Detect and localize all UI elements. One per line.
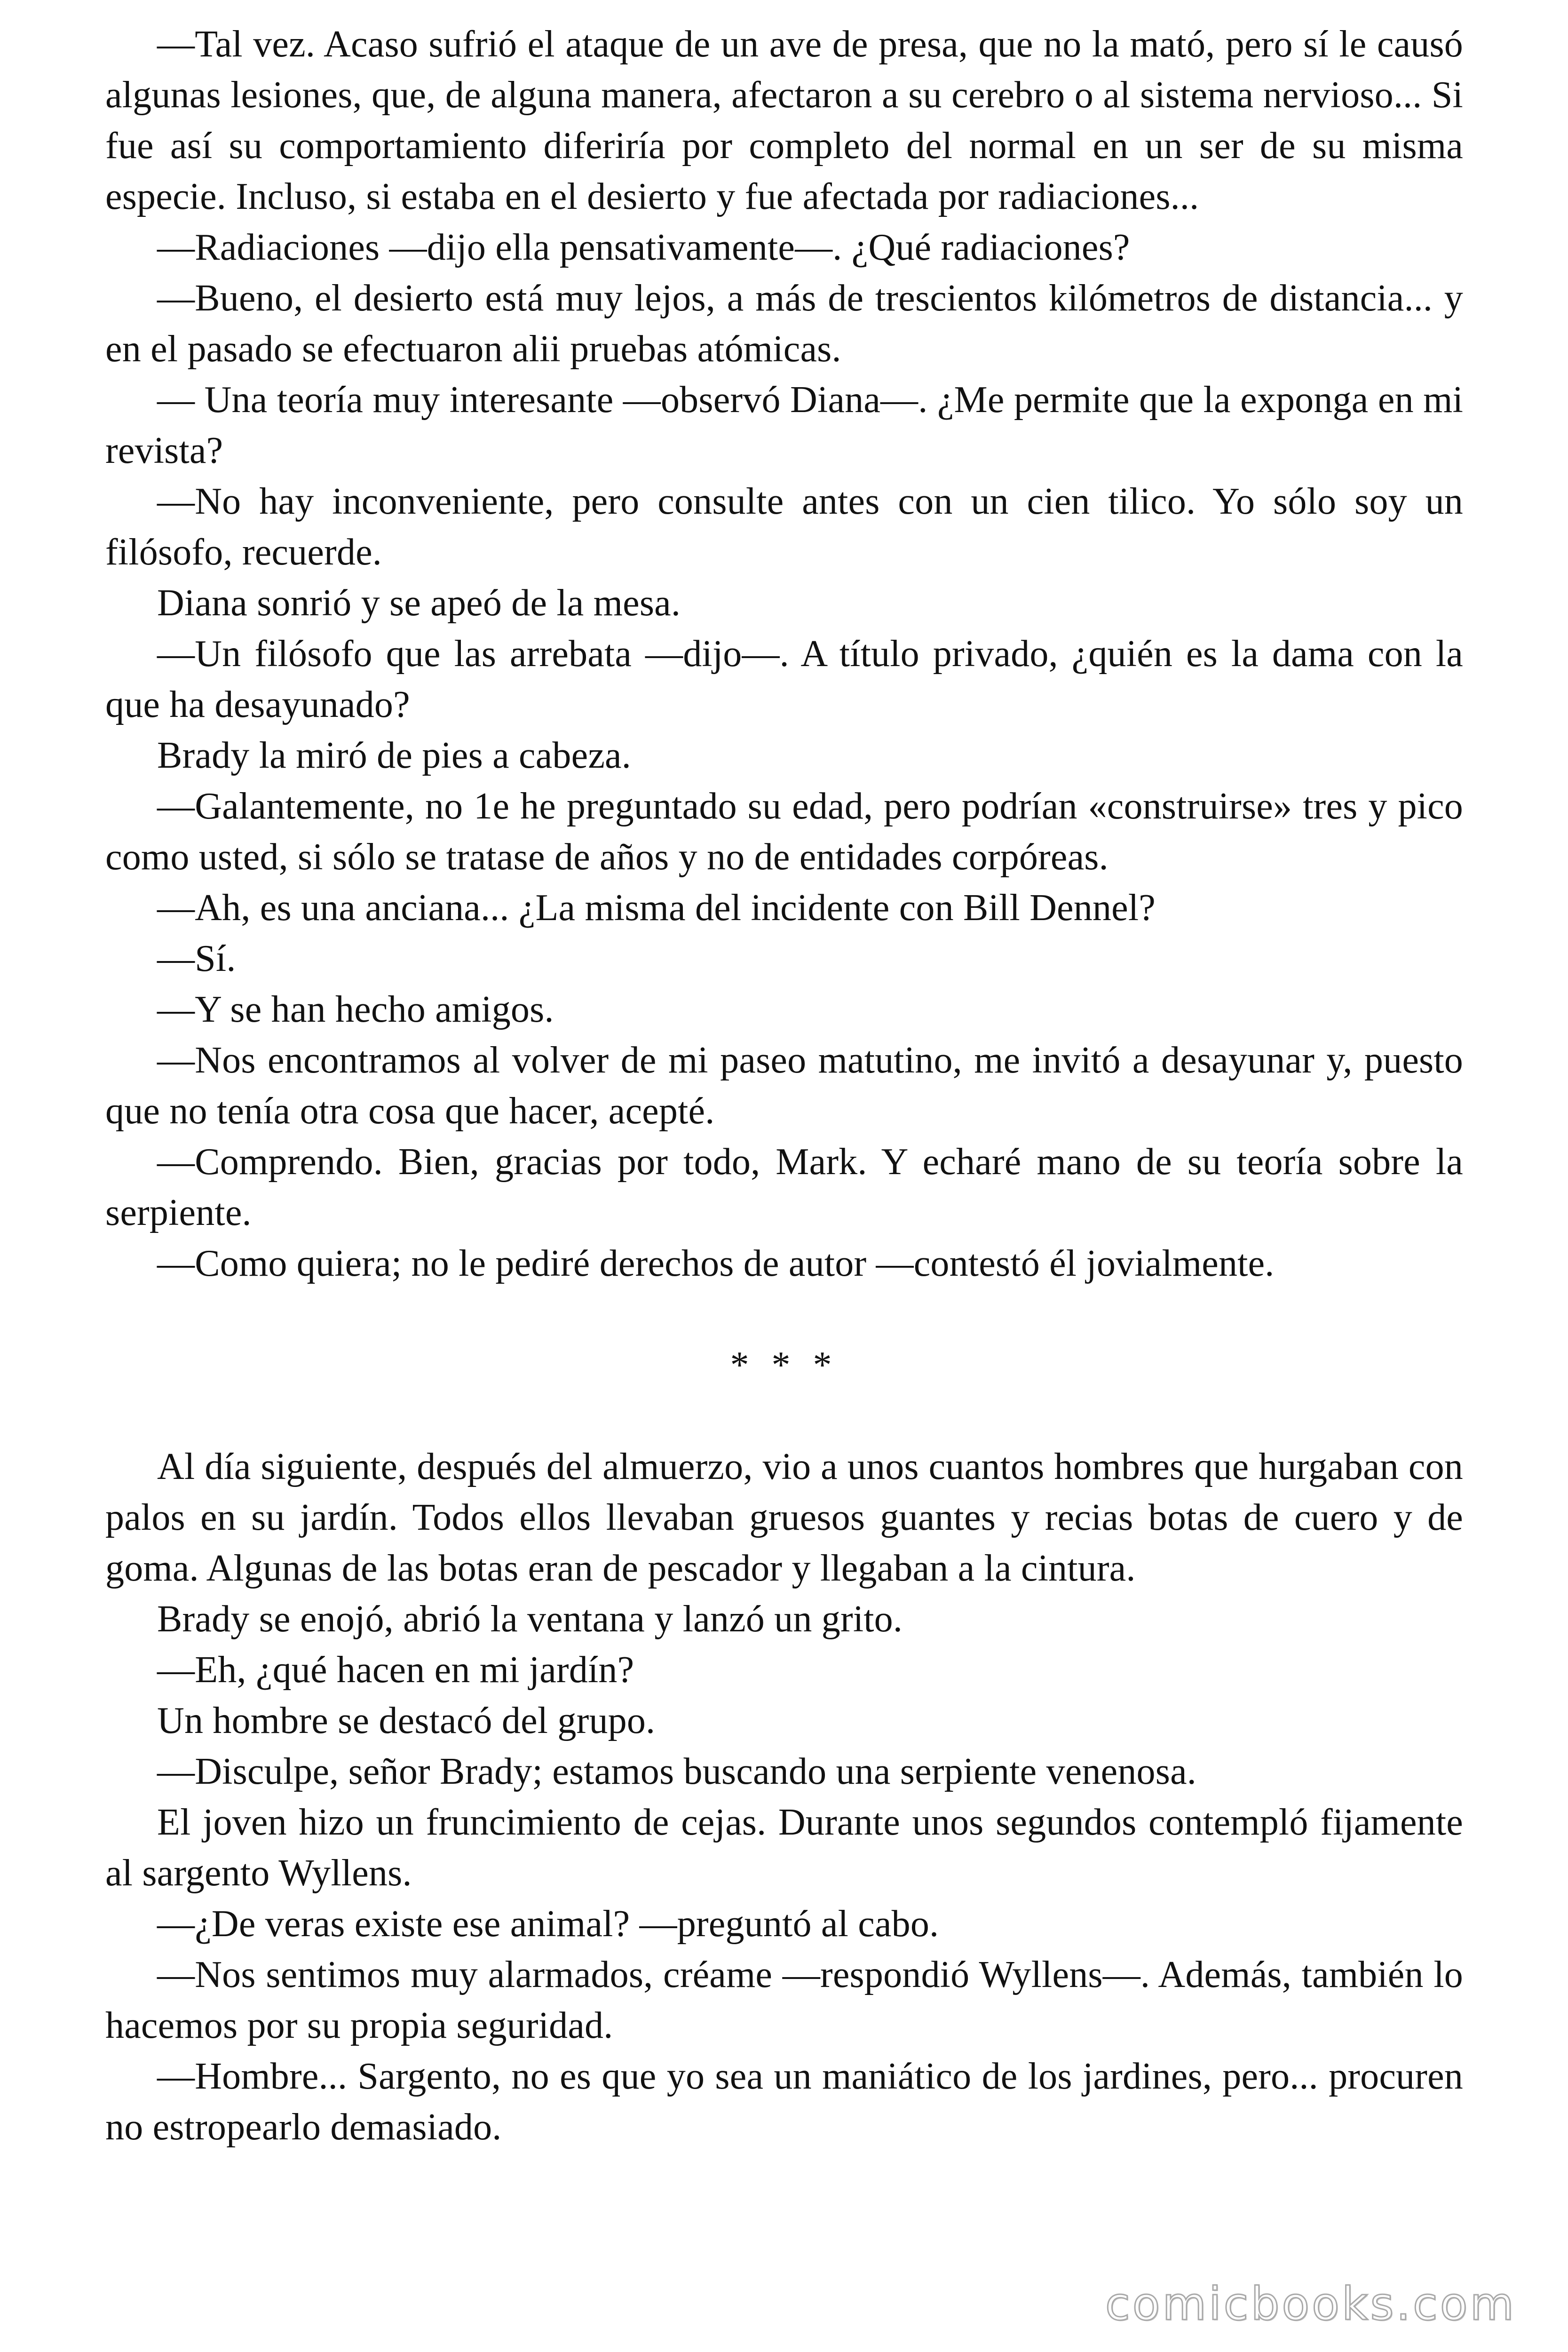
paragraph: —Sí. <box>157 938 236 979</box>
paragraph: El joven hizo un fruncimiento de cejas. Durante unos segundos contempló fijamente al sargento Wyllens. <box>105 1802 1463 1894</box>
paragraph: —Como quiera; no le pediré derechos de autor —contestó él jovialmente. <box>157 1243 1275 1284</box>
paragraph: Un hombre se destacó del grupo. <box>157 1700 656 1741</box>
paragraph: —Hombre... Sargento, no es que yo sea un maniático de los jardines, pero... procuren no estropearlo demasiado. <box>105 2056 1463 2148</box>
paragraph: Brady se enojó, abrió la ventana y lanzó un grito. <box>157 1598 903 1640</box>
paragraph: —Tal vez. Acaso sufrió el ataque de un ave de presa, que no la mató, pero sí le causó algunas lesiones, que, de alguna manera, afectaron a su cerebro o al sistema nervioso... Si fue así su comportamiento diferiría por completo del normal en un ser de su misma especie. Incluso, si estaba en el desierto y fue afectada por radiaciones... <box>105 24 1463 217</box>
book-page <box>105 19 1463 2153</box>
paragraph: —Nos encontramos al volver de mi paseo matutino, me invitó a desayunar y, puesto que no tenía otra cosa que hacer, acepté. <box>105 1040 1463 1132</box>
paragraph: —Bueno, el desierto está muy lejos, a más de trescientos kilómetros de distancia... y en el pasado se efectuaron alii pruebas atómicas. <box>105 278 1463 370</box>
paragraph: Brady la miró de pies a cabeza. <box>157 735 631 776</box>
paragraph: —Y se han hecho amigos. <box>157 989 554 1030</box>
paragraph: —Comprendo. Bien, gracias por todo, Mark. Y echaré mano de su teoría sobre la serpiente. <box>105 1141 1463 1233</box>
scene-separator: * * * <box>730 1344 839 1386</box>
paragraph: Al día siguiente, después del almuerzo, vio a unos cuantos hombres que hurgaban con palos en su jardín. Todos ellos llevaban gruesos guantes y recias botas de cuero y de goma. Algunas de las botas eran de pescador y llegaban a la cintura. <box>105 1446 1463 1589</box>
watermark: comicbooks.com <box>1105 2278 1516 2330</box>
paragraph: —Radiaciones —dijo ella pensativamente—. ¿Qué radiaciones? <box>157 227 1130 268</box>
paragraph: — Una teoría muy interesante —observó Diana—. ¿Me permite que la exponga en mi revista? <box>105 379 1463 471</box>
paragraph: —Nos sentimos muy alarmados, créame —respondió Wyllens—. Además, también lo hacemos por su propia seguridad. <box>105 1954 1463 2046</box>
paragraph: —No hay inconveniente, pero consulte antes con un cien tilico. Yo sólo soy un filósofo, recuerde. <box>105 481 1463 573</box>
paragraph: —¿De veras existe ese animal? —preguntó al cabo. <box>157 1903 939 1945</box>
paragraph: —Eh, ¿qué hacen en mi jardín? <box>157 1649 634 1691</box>
paragraph: Diana sonrió y se apeó de la mesa. <box>157 582 681 624</box>
paragraph: —Un filósofo que las arrebata —dijo—. A título privado, ¿quién es la dama con la que ha desayunado? <box>105 633 1463 725</box>
paragraph: —Galantemente, no 1e he preguntado su edad, pero podrían «construirse» tres y pico como usted, si sólo se tratase de años y no de entidades corpóreas. <box>105 786 1463 878</box>
paragraph: —Disculpe, señor Brady; estamos buscando una serpiente venenosa. <box>157 1751 1196 1792</box>
paragraph: —Ah, es una anciana... ¿La misma del incidente con Bill Dennel? <box>157 887 1156 929</box>
